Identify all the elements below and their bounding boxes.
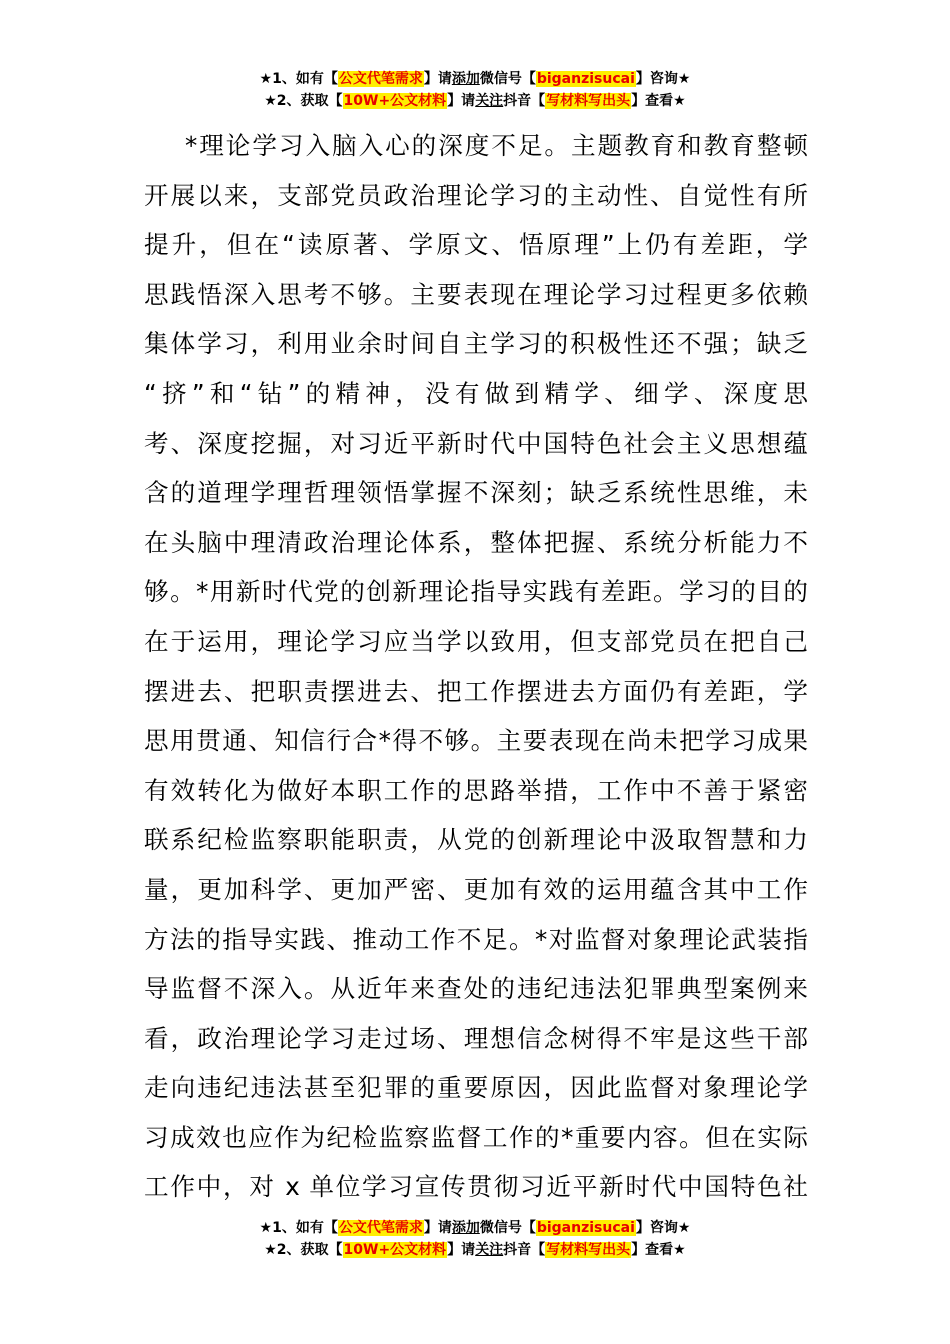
body-line: 在于运用，理论学习应当学以致用，但支部党员在把自己 bbox=[144, 626, 808, 656]
highlight-service: 公文代笔需求 bbox=[338, 1220, 423, 1236]
body-line: 有效转化为做好本职工作的思路举措，工作中不善于紧密 bbox=[144, 775, 808, 805]
body-line: 联系纪检监察职能职责，从党的创新理论中汲取智慧和力 bbox=[144, 825, 808, 855]
highlight-service: 公文代笔需求 bbox=[338, 71, 423, 87]
body-line: 考、深度挖掘，对习近平新时代中国特色社会主义思想蕴 bbox=[144, 428, 808, 458]
highlight-materials: 10W+公文材料 bbox=[343, 93, 447, 109]
highlight-douyin: 写材料写出头 bbox=[546, 1242, 631, 1258]
body-line: *理论学习入脑入心的深度不足。主题教育和教育整顿 bbox=[185, 131, 808, 160]
highlight-wechat-id: biganzisucai bbox=[536, 1220, 635, 1236]
body-line: “挤”和“钻”的精神，没有做到精学、细学、深度思 bbox=[144, 378, 808, 408]
body-line: 含的道理学理哲理领悟掌握不深刻；缺乏系统性思维，未 bbox=[144, 478, 808, 508]
body-line: 够。*用新时代党的创新理论指导实践有差距。学习的目的 bbox=[144, 577, 808, 607]
body-line: 工作中，对 x 单位学习宣传贯彻习近平新时代中国特色社 bbox=[144, 1172, 808, 1202]
banner-line-2: ★2、获取【10W+公文材料】请关注抖音【写材料写出头】查看★ bbox=[264, 1242, 686, 1258]
body-line: 走向违纪违法甚至犯罪的重要原因，因此监督对象理论学 bbox=[144, 1073, 808, 1103]
body-line: 方法的指导实践、推动工作不足。*对监督对象理论武装指 bbox=[144, 924, 808, 954]
body-line: 提升，但在“读原著、学原文、悟原理”上仍有差距，学 bbox=[144, 230, 808, 260]
body-line: 集体学习，利用业余时间自主学习的积极性还不强；缺乏 bbox=[144, 329, 808, 359]
highlight-douyin: 写材料写出头 bbox=[546, 93, 631, 109]
highlight-materials: 10W+公文材料 bbox=[343, 1242, 447, 1258]
body-line: 思用贯通、知信行合*得不够。主要表现在尚未把学习成果 bbox=[144, 726, 808, 756]
banner-line-1: ★1、如有【公文代笔需求】请添加微信号【biganzisucai】咨询★ bbox=[259, 71, 691, 87]
header-banner bbox=[0, 68, 950, 112]
body-line: 摆进去、把职责摆进去、把工作摆进去方面仍有差距，学 bbox=[144, 676, 808, 706]
banner-line-2: ★2、获取【10W+公文材料】请关注抖音【写材料写出头】查看★ bbox=[264, 93, 686, 109]
body-line: 习成效也应作为纪检监察监督工作的*重要内容。但在实际 bbox=[144, 1122, 808, 1152]
banner-line-1: ★1、如有【公文代笔需求】请添加微信号【biganzisucai】咨询★ bbox=[259, 1220, 691, 1236]
body-line: 看，政治理论学习走过场、理想信念树得不牢是这些干部 bbox=[144, 1023, 808, 1053]
body-line: 导监督不深入。从近年来查处的违纪违法犯罪典型案例来 bbox=[144, 974, 808, 1004]
body-line: 思践悟深入思考不够。主要表现在理论学习过程更多依赖 bbox=[144, 279, 808, 309]
document-body bbox=[144, 121, 808, 1212]
highlight-wechat-id: biganzisucai bbox=[536, 71, 635, 87]
body-line: 量，更加科学、更加严密、更加有效的运用蕴含其中工作 bbox=[144, 874, 808, 904]
body-line: 在头脑中理清政治理论体系，整体把握、系统分析能力不 bbox=[144, 527, 808, 557]
footer-banner bbox=[0, 1217, 950, 1261]
body-line: 开展以来，支部党员政治理论学习的主动性、自觉性有所 bbox=[144, 180, 808, 210]
